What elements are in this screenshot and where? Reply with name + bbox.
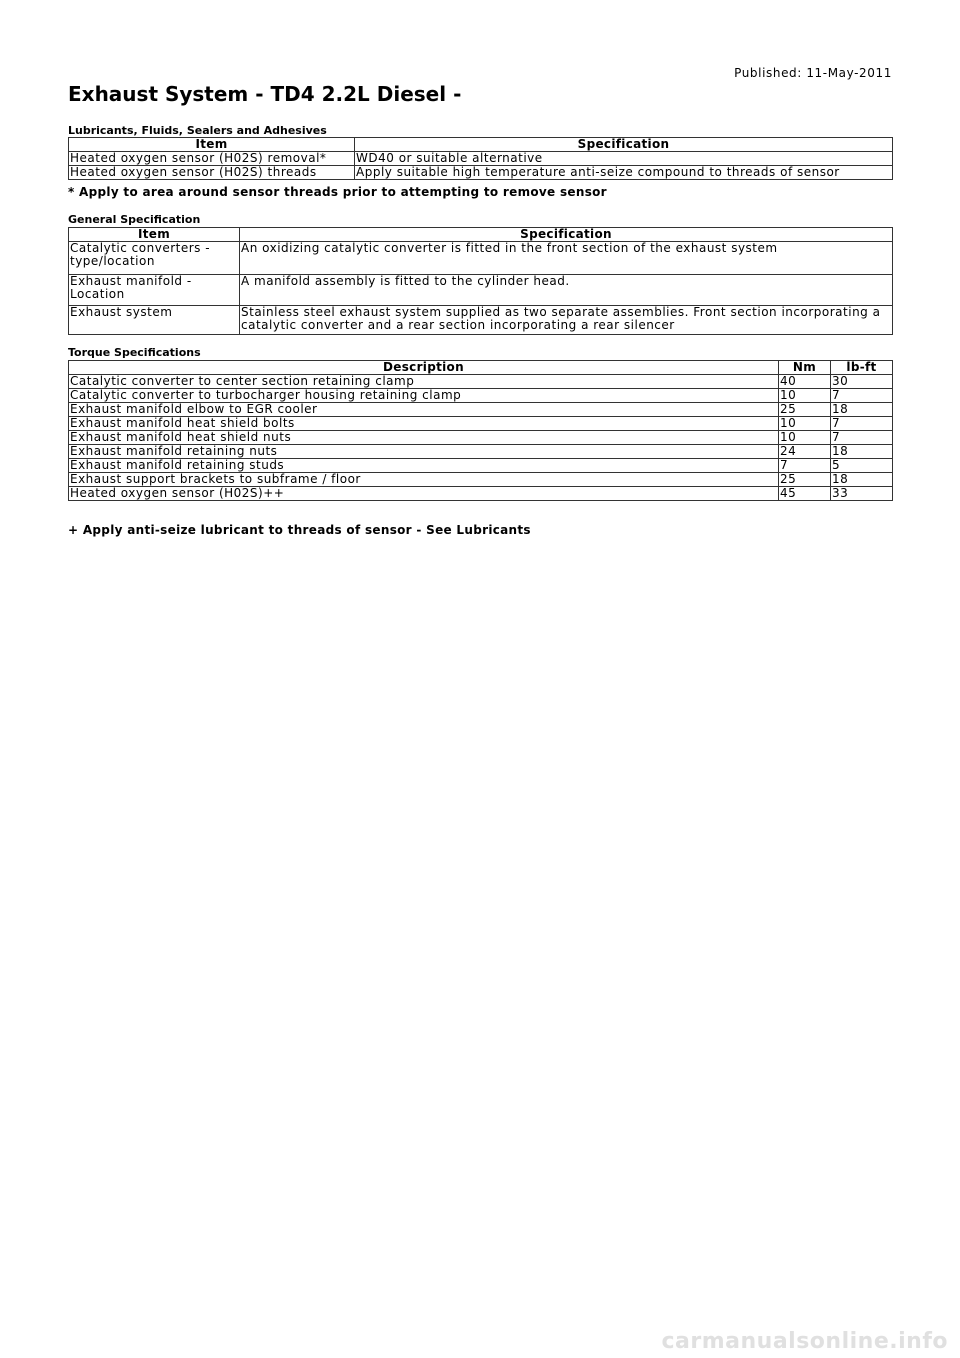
torque-note: + Apply anti-seize lubricant to threads of sensor - See Lubricants [68,523,531,537]
lubricants-table [68,137,893,180]
table-cell: A manifold assembly is fitted to the cylinder head. [240,275,893,306]
torque-table [68,360,893,501]
table-row [69,275,893,306]
table-header-row [69,228,893,242]
table-row [69,487,893,501]
table-row [69,445,893,459]
table-header-row [69,361,893,375]
table-cell: 7 [831,417,893,431]
lubricants-section-title: Lubricants, Fluids, Sealers and Adhesives [68,124,327,137]
table-cell: 45 [779,487,831,501]
table-row [69,152,893,166]
table-cell: Exhaust manifold retaining nuts [69,445,779,459]
table-row [69,417,893,431]
table-cell: Exhaust manifold elbow to EGR cooler [69,403,779,417]
table-cell: Exhaust support brackets to subframe / floor [69,473,779,487]
table-cell: Heated oxygen sensor (H02S) threads [69,166,355,180]
column-header-item: Item [69,138,355,152]
table-cell: Exhaust system [69,306,240,335]
table-cell: 40 [779,375,831,389]
general-section-title: General Specification [68,213,201,226]
table-row [69,389,893,403]
published-date: Published: 11-May-2011 [734,66,892,80]
table-header-row [69,138,893,152]
table-cell: 30 [831,375,893,389]
table-cell: Apply suitable high temperature anti-seize compound to threads of sensor [355,166,893,180]
table-cell: Stainless steel exhaust system supplied as two separate assemblies. Front section incorporating a catalytic converter and a rear section incorporating a rear silencer [240,306,893,335]
table-cell: 7 [831,389,893,403]
table-cell: 5 [831,459,893,473]
table-cell: 10 [779,431,831,445]
table-cell: 7 [779,459,831,473]
table-row [69,242,893,275]
table-cell: Exhaust manifold - Location [69,275,240,306]
table-cell: WD40 or suitable alternative [355,152,893,166]
table-cell: 24 [779,445,831,459]
table-cell: Catalytic converter to center section retaining clamp [69,375,779,389]
table-row [69,306,893,335]
column-header-description: Description [69,361,779,375]
table-row [69,473,893,487]
table-cell: 18 [831,473,893,487]
table-row [69,431,893,445]
table-cell: 18 [831,445,893,459]
table-cell: 33 [831,487,893,501]
lubricants-note: * Apply to area around sensor threads prior to attempting to remove sensor [68,185,607,199]
table-cell: 18 [831,403,893,417]
column-header-specification: Specification [355,138,893,152]
column-header-item: Item [69,228,240,242]
table-cell: An oxidizing catalytic converter is fitted in the front section of the exhaust system [240,242,893,275]
table-row [69,459,893,473]
page-title: Exhaust System - TD4 2.2L Diesel - [68,82,462,106]
table-cell: Exhaust manifold retaining studs [69,459,779,473]
table-row [69,375,893,389]
table-cell: 25 [779,403,831,417]
torque-section-title: Torque Specifications [68,346,201,359]
watermark-logo: carmanualsonline.info [661,1329,948,1354]
table-row [69,166,893,180]
column-header-nm: Nm [779,361,831,375]
table-cell: 10 [779,389,831,403]
table-cell: 25 [779,473,831,487]
table-cell: Catalytic converter to turbocharger housing retaining clamp [69,389,779,403]
table-row [69,403,893,417]
table-cell: Exhaust manifold heat shield bolts [69,417,779,431]
table-cell: Heated oxygen sensor (H02S)++ [69,487,779,501]
table-cell: 10 [779,417,831,431]
table-cell: Exhaust manifold heat shield nuts [69,431,779,445]
column-header-lbft: lb-ft [831,361,893,375]
table-cell: 7 [831,431,893,445]
table-cell: Catalytic converters - type/location [69,242,240,275]
table-cell: Heated oxygen sensor (H02S) removal* [69,152,355,166]
column-header-specification: Specification [240,228,893,242]
general-spec-table [68,227,893,335]
